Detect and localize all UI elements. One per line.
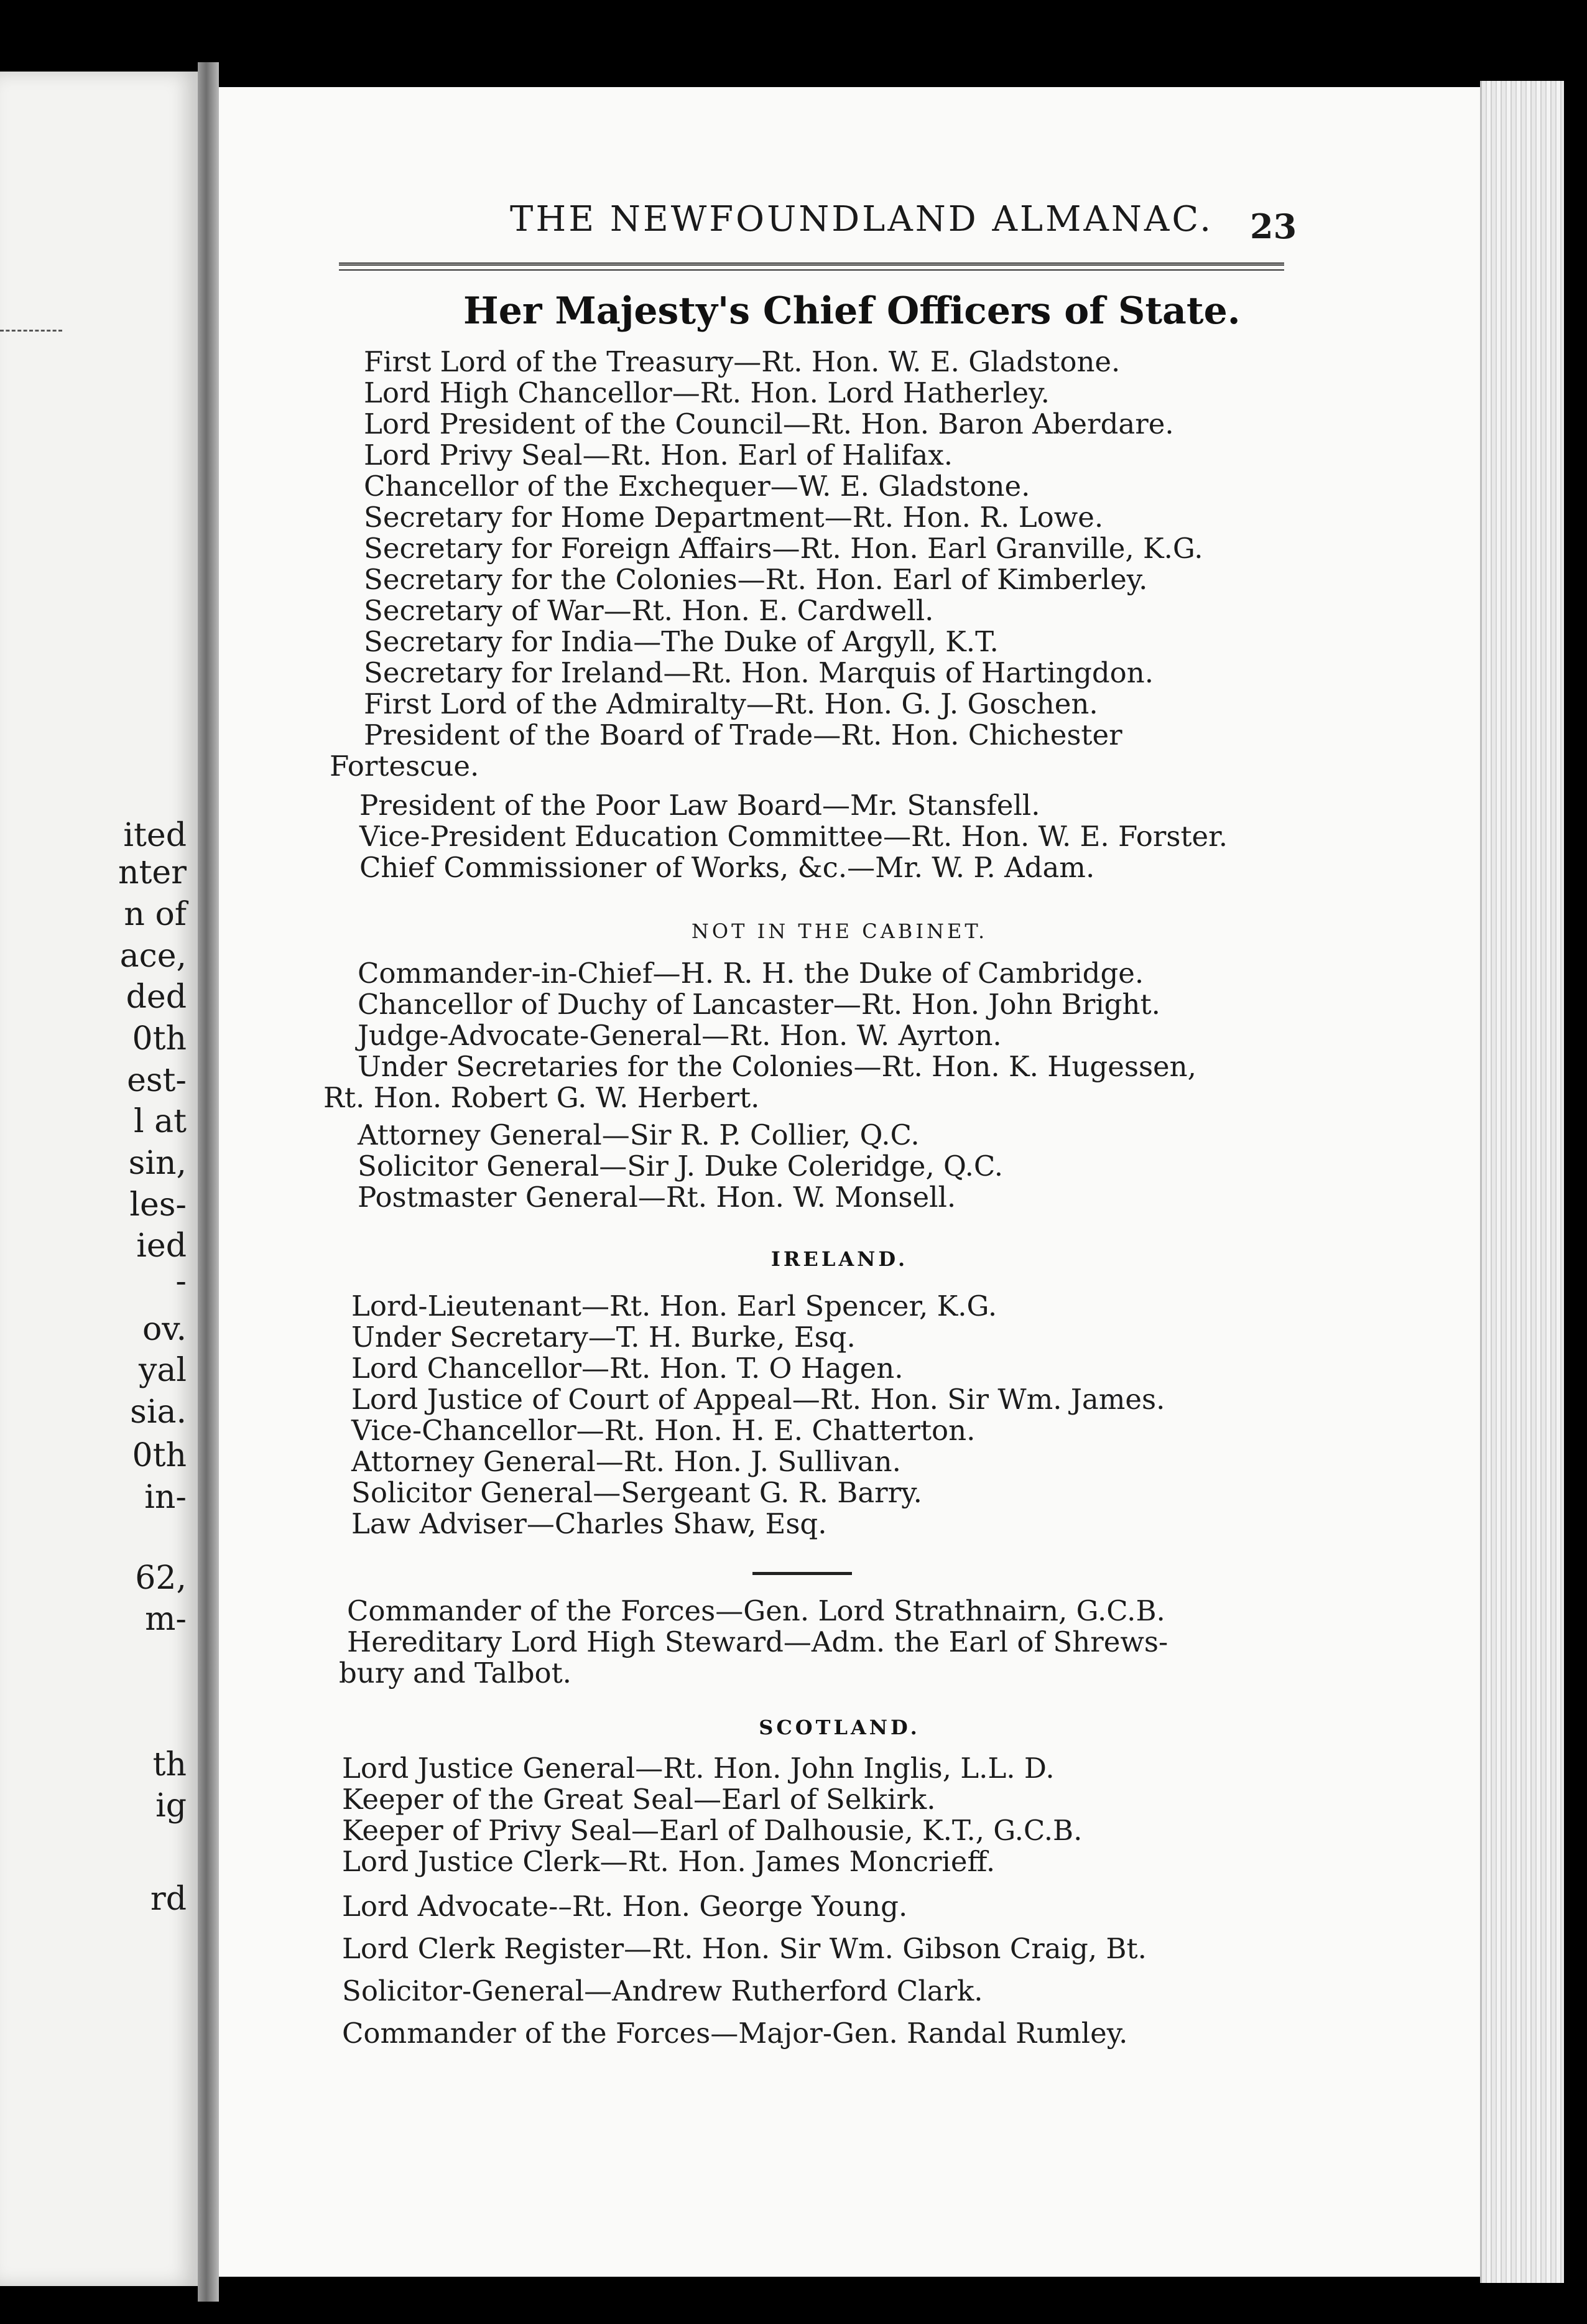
cabinet-line: Secretary of War—Rt. Hon. E. Cardwell. — [364, 594, 934, 627]
cabinet-line: President of the Board of Trade—Rt. Hon. Chichester — [364, 718, 1122, 751]
left-fragment: ace, — [119, 937, 187, 975]
cabinet-line: Chief Commissioner of Works, &c.—Mr. W. P. Adam. — [359, 851, 1095, 884]
left-fragment: m- — [145, 1601, 187, 1638]
left-fragment: nter — [118, 854, 187, 891]
ireland-line: Law Adviser—Charles Shaw, Esq. — [351, 1507, 827, 1540]
not-in-cabinet-line: Solicitor General—Sir J. Duke Coleridge, Q.C. — [358, 1150, 1004, 1183]
left-fragment: l at — [133, 1103, 187, 1140]
not-in-cabinet-line: Judge-Advocate-General—Rt. Hon. W. Ayrton. — [358, 1019, 1002, 1052]
page-number: 23 — [1250, 207, 1297, 246]
not-in-cabinet-line: Chancellor of Duchy of Lancaster—Rt. Hon. John Bright. — [358, 988, 1160, 1021]
scotland-line: Lord Clerk Register—Rt. Hon. Sir Wm. Gibson Craig, Bt. — [342, 1932, 1147, 1965]
forces-line: Commander of the Forces—Gen. Lord Strathnairn, G.C.B. — [347, 1594, 1165, 1627]
scotland-line: Solicitor-General—Andrew Rutherford Clark. — [342, 1974, 983, 2007]
left-fragment: 62, — [135, 1559, 187, 1597]
cabinet-line: President of the Poor Law Board—Mr. Stansfell. — [359, 789, 1040, 822]
not-in-cabinet-line: Attorney General—Sir R. P. Collier, Q.C. — [358, 1118, 920, 1151]
cabinet-line: Secretary for Foreign Affairs—Rt. Hon. Earl Granville, K.G. — [364, 532, 1203, 565]
scotland-heading: SCOTLAND. — [759, 1716, 920, 1739]
scotland-line: Keeper of Privy Seal—Earl of Dalhousie, K.T., G.C.B. — [342, 1814, 1083, 1847]
scotland-line: Keeper of the Great Seal—Earl of Selkirk. — [342, 1783, 936, 1816]
section-divider — [752, 1572, 852, 1575]
left-fragment: ited — [123, 817, 187, 854]
cabinet-line: Secretary for Home Department—Rt. Hon. R. Lowe. — [364, 501, 1104, 534]
left-fragment: 0th — [132, 1437, 187, 1474]
ireland-line: Vice-Chancellor—Rt. Hon. H. E. Chatterton. — [351, 1414, 976, 1447]
ireland-line: Lord Justice of Court of Appeal—Rt. Hon. Sir Wm. James. — [351, 1383, 1165, 1416]
scotland-line: Commander of the Forces—Major-Gen. Randal Rumley. — [342, 2017, 1128, 2050]
ireland-line: Lord-Lieutenant—Rt. Hon. Earl Spencer, K.G. — [351, 1290, 997, 1322]
ireland-heading: IRELAND. — [770, 1247, 909, 1271]
left-fragment: 0th — [132, 1020, 187, 1057]
not-in-cabinet-line: Under Secretaries for the Colonies—Rt. Hon. K. Hugessen, — [358, 1050, 1196, 1083]
scotland-line: Lord Justice Clerk—Rt. Hon. James Moncrieff. — [342, 1845, 996, 1878]
not-in-cabinet-line: Postmaster General—Rt. Hon. W. Monsell. — [358, 1181, 956, 1214]
cabinet-line: Vice-President Education Committee—Rt. Hon. W. E. Forster. — [359, 820, 1228, 853]
left-page — [0, 72, 199, 2286]
left-fragment: sia. — [130, 1393, 187, 1431]
forces-line: bury and Talbot. — [339, 1657, 571, 1690]
left-fragment: les- — [129, 1186, 187, 1224]
cabinet-line: Fortescue. — [330, 750, 479, 783]
cabinet-line: Chancellor of the Exchequer—W. E. Gladstone. — [364, 470, 1030, 503]
ireland-line: Solicitor General—Sergeant G. R. Barry. — [351, 1476, 922, 1509]
left-fragment: ied — [136, 1227, 187, 1265]
forces-line: Hereditary Lord High Steward—Adm. the Earl of Shrews- — [347, 1625, 1168, 1658]
scotland-line: Lord Advocate-–Rt. Hon. George Young. — [342, 1890, 908, 1923]
not-in-cabinet-heading: NOT IN THE CABINET. — [691, 919, 988, 943]
left-fragment: est- — [127, 1062, 187, 1099]
left-fragment: ded — [126, 978, 187, 1016]
ireland-line: Lord Chancellor—Rt. Hon. T. O Hagen. — [351, 1352, 904, 1385]
cabinet-line: Lord President of the Council—Rt. Hon. Baron Aberdare. — [364, 407, 1174, 440]
left-fragment: rd — [150, 1880, 187, 1918]
left-fragment: ig — [155, 1787, 187, 1824]
cabinet-line: Lord High Chancellor—Rt. Hon. Lord Hatherley. — [364, 376, 1050, 409]
cabinet-line: First Lord of the Treasury—Rt. Hon. W. E. Gladstone. — [364, 345, 1121, 378]
left-fragment: sin, — [128, 1145, 187, 1182]
ireland-line: Under Secretary—T. H. Burke, Esq. — [351, 1321, 856, 1354]
cabinet-line: Secretary for Ireland—Rt. Hon. Marquis of Hartingdon. — [364, 656, 1154, 689]
cabinet-line: First Lord of the Admiralty—Rt. Hon. G. J. Goschen. — [364, 687, 1098, 720]
not-in-cabinet-line: Rt. Hon. Robert G. W. Herbert. — [323, 1081, 760, 1114]
left-fragment: - — [175, 1263, 187, 1300]
left-fragment: yal — [138, 1352, 187, 1389]
left-fragment: ov. — [142, 1311, 187, 1348]
cabinet-line: Secretary for the Colonies—Rt. Hon. Earl of Kimberley. — [364, 563, 1148, 596]
left-fragment: th — [152, 1746, 187, 1783]
left-fragment: n of — [124, 896, 187, 933]
left-page-rule — [0, 330, 62, 332]
scotland-line: Lord Justice General—Rt. Hon. John Inglis, L.L. D. — [342, 1752, 1055, 1785]
not-in-cabinet-line: Commander-in-Chief—H. R. H. the Duke of Cambridge. — [358, 957, 1144, 990]
left-fragment: in- — [144, 1479, 187, 1516]
header-rule — [339, 263, 1284, 271]
cabinet-line: Secretary for India—The Duke of Argyll, K.T. — [364, 625, 999, 658]
running-header-title: THE NEWFOUNDLAND ALMANAC. — [510, 199, 1213, 239]
section-title: Her Majesty's Chief Officers of State. — [463, 289, 1241, 333]
ireland-line: Attorney General—Rt. Hon. J. Sullivan. — [351, 1445, 901, 1478]
page-edges — [1480, 81, 1564, 2283]
cabinet-line: Lord Privy Seal—Rt. Hon. Earl of Halifax. — [364, 439, 953, 472]
book-gutter — [198, 62, 219, 2302]
